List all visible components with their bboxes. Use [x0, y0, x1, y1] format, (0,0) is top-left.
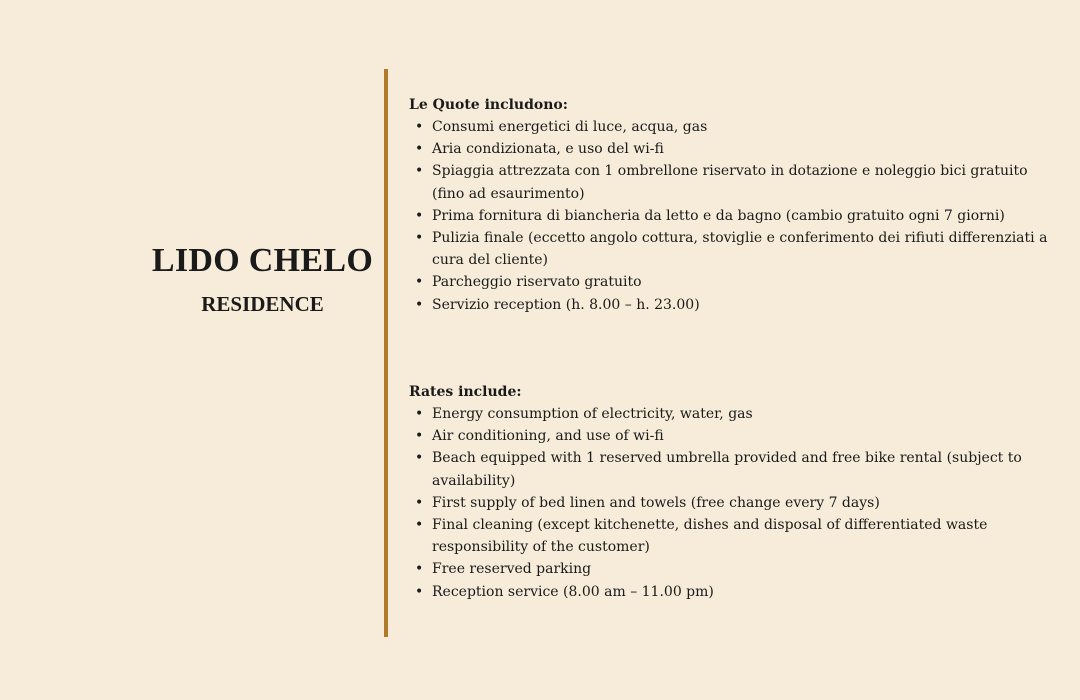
list-item [409, 138, 1059, 160]
list-item-text: Pulizia finale (eccetto angolo cottura, stoviglie e conferimento dei rifiuti differenziati a cura del cliente) [432, 230, 1048, 269]
list-item [409, 425, 1059, 447]
list-item [409, 294, 1059, 316]
bullet-icon: • [415, 428, 424, 445]
list-item-text: Consumi energetici di luce, acqua, gas [432, 119, 708, 135]
list-item-text: Servizio reception (h. 8.00 – h. 23.00) [432, 296, 700, 313]
list-item [409, 558, 1059, 580]
list-item-text: Beach equipped with 1 reserved umbrella provided and free bike rental (subject to availability) [432, 450, 1022, 489]
list-item-text: Parcheggio riservato gratuito [432, 274, 642, 291]
bullet-icon: • [415, 583, 424, 600]
list-item [409, 271, 1059, 293]
list-item [409, 581, 1059, 603]
bullet-icon: • [415, 450, 424, 467]
inclusions-list [409, 403, 1059, 603]
list-item-text: Aria condizionata, e uso del wi-fi [432, 141, 664, 158]
brand-subtitle: RESIDENCE [201, 292, 324, 316]
list-item-text: Air conditioning, and use of wi-fi [432, 428, 664, 445]
list-item-text: Final cleaning (except kitchenette, dishes and disposal of differentiated waste responsibility of the customer) [432, 517, 988, 556]
bullet-icon: • [415, 517, 424, 534]
list-item-text: Energy consumption of electricity, water, gas [432, 406, 753, 422]
bullet-icon: • [415, 141, 424, 158]
list-item [409, 205, 1059, 227]
list-item [409, 160, 1059, 204]
list-item [409, 403, 1059, 425]
section-title: Rates include: [409, 384, 522, 400]
list-item-text: Spiaggia attrezzata con 1 ombrellone riservato in dotazione e noleggio bici gratuito (fino ad esaurimento) [432, 163, 1028, 202]
bullet-icon: • [415, 406, 424, 422]
list-item-text: Free reserved parking [432, 561, 592, 578]
list-item [409, 492, 1059, 514]
bullet-icon: • [415, 296, 424, 313]
list-item [409, 227, 1059, 271]
section-italian [409, 94, 1059, 316]
bullet-icon: • [415, 561, 424, 578]
bullet-icon: • [415, 119, 424, 135]
brand-block [140, 238, 385, 318]
bullet-icon: • [415, 274, 424, 291]
section-title: Le Quote includono: [409, 97, 568, 113]
list-item-text: Prima fornitura di biancheria da letto e da bagno (cambio gratuito ogni 7 giorni) [432, 207, 1005, 224]
section-english [409, 381, 1059, 603]
list-item [409, 116, 1059, 138]
list-item-text: First supply of bed linen and towels (free change every 7 days) [432, 494, 880, 511]
bullet-icon: • [415, 494, 424, 511]
vertical-divider [384, 69, 388, 637]
list-item-text: Reception service (8.00 am – 11.00 pm) [432, 583, 714, 600]
brand-name: LIDO CHELO [151, 242, 374, 279]
list-item [409, 447, 1059, 491]
bullet-icon: • [415, 207, 424, 224]
bullet-icon: • [415, 163, 424, 180]
inclusions-list [409, 116, 1059, 316]
list-item [409, 514, 1059, 558]
bullet-icon: • [415, 230, 424, 247]
